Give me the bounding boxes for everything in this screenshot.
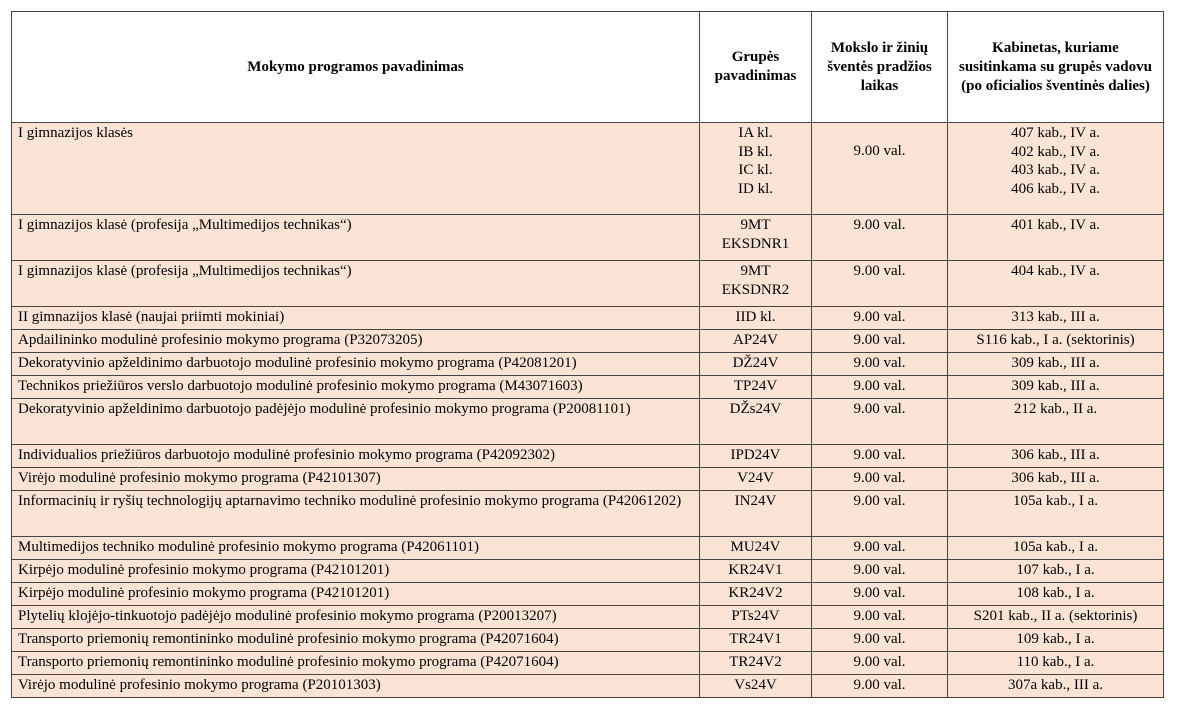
program-name-cell: Kirpėjo modulinė profesinio mokymo programa (P42101201) xyxy=(12,560,700,583)
room-cell xyxy=(948,675,1164,698)
room-cell xyxy=(948,123,1164,215)
group-name-cell xyxy=(700,261,812,307)
room-name: 306 kab., III a. xyxy=(1011,470,1100,486)
room-name: 309 kab., III a. xyxy=(1011,355,1100,371)
start-time-cell: 9.00 val. xyxy=(812,537,948,560)
table-row xyxy=(12,583,1164,606)
group-name: IB kl. xyxy=(738,143,773,160)
group-name: KR24V2 xyxy=(728,585,783,601)
table-row xyxy=(12,307,1164,330)
header-time: Mokslo ir žinių šventės pradžios laikas xyxy=(812,12,948,123)
room-name: 105a kab., I a. xyxy=(1013,493,1098,509)
group-name: TP24V xyxy=(733,378,778,394)
group-name-cell xyxy=(700,445,812,468)
group-name: V24V xyxy=(737,470,774,486)
start-time-cell: 9.00 val. xyxy=(812,123,948,215)
group-name: ID kl. xyxy=(738,180,773,197)
group-name: IN24V xyxy=(734,493,777,509)
group-name-cell xyxy=(700,353,812,376)
room-cell xyxy=(948,606,1164,629)
table-row xyxy=(12,261,1164,307)
group-name-cell xyxy=(700,675,812,698)
room-name: 107 kab., I a. xyxy=(1016,562,1095,578)
program-name-cell: I gimnazijos klasės xyxy=(12,123,700,215)
table-row xyxy=(12,560,1164,583)
group-name: TR24V1 xyxy=(729,631,782,647)
start-time-cell: 9.00 val. xyxy=(812,583,948,606)
room-name: 407 kab., IV a. xyxy=(1011,125,1100,141)
group-name: MU24V xyxy=(730,539,781,555)
room-name: 108 kab., I a. xyxy=(1016,585,1095,601)
group-name: Vs24V xyxy=(734,677,777,693)
start-time-cell: 9.00 val. xyxy=(812,261,948,307)
group-name: IA kl. xyxy=(738,125,773,141)
room-cell xyxy=(948,583,1164,606)
group-name: DŽ24V xyxy=(732,355,779,371)
table-row xyxy=(12,652,1164,675)
start-time-cell: 9.00 val. xyxy=(812,491,948,537)
program-name-cell: Virėjo modulinė profesinio mokymo programa (P42101307) xyxy=(12,468,700,491)
start-time-cell: 9.00 val. xyxy=(812,675,948,698)
table-header xyxy=(12,12,1164,123)
start-time-cell: 9.00 val. xyxy=(812,468,948,491)
program-name-cell: Individualios priežiūros darbuotojo modulinė profesinio mokymo programa (P42092302) xyxy=(12,445,700,468)
start-time-cell: 9.00 val. xyxy=(812,399,948,445)
group-name-cell xyxy=(700,307,812,330)
room-cell xyxy=(948,376,1164,399)
group-name: TR24V2 xyxy=(729,654,782,670)
table-row xyxy=(12,491,1164,537)
table-row xyxy=(12,376,1164,399)
program-name-cell: Virėjo modulinė profesinio mokymo programa (P20101303) xyxy=(12,675,700,698)
header-program: Mokymo programos pavadinimas xyxy=(12,12,700,123)
program-name-cell: Multimedijos techniko modulinė profesinio mokymo programa (P42061101) xyxy=(12,537,700,560)
program-name-cell: Plytelių klojėjo-tinkuotojo padėjėjo modulinė profesinio mokymo programa (P20013207) xyxy=(12,606,700,629)
room-cell xyxy=(948,560,1164,583)
group-name-cell xyxy=(700,606,812,629)
start-time-cell: 9.00 val. xyxy=(812,629,948,652)
room-cell xyxy=(948,468,1164,491)
room-name: 212 kab., II a. xyxy=(1013,401,1098,417)
program-name-cell: Dekoratyvinio apželdinimo darbuotojo padėjėjo modulinė profesinio mokymo programa (P20081101) xyxy=(12,399,700,445)
table-row xyxy=(12,629,1164,652)
room-name: 402 kab., IV a. xyxy=(1011,143,1100,160)
group-name-cell xyxy=(700,629,812,652)
header-group: Grupės pavadinimas xyxy=(700,12,812,123)
table-row xyxy=(12,330,1164,353)
program-name-cell: Technikos priežiūros verslo darbuotojo modulinė profesinio mokymo programa (M43071603) xyxy=(12,376,700,399)
group-name: IC kl. xyxy=(738,162,773,178)
room-name: 403 kab., IV a. xyxy=(1011,162,1100,178)
table-row xyxy=(12,468,1164,491)
start-time-cell: 9.00 val. xyxy=(812,606,948,629)
schedule-table xyxy=(11,11,1164,698)
group-name: DŽs24V xyxy=(729,401,782,417)
room-cell xyxy=(948,399,1164,445)
table-row xyxy=(12,675,1164,698)
program-name-cell: Transporto priemonių remontininko modulinė profesinio mokymo programa (P42071604) xyxy=(12,652,700,675)
room-name: 306 kab., III a. xyxy=(1011,447,1100,463)
program-name-cell: Kirpėjo modulinė profesinio mokymo programa (P42101201) xyxy=(12,583,700,606)
room-cell xyxy=(948,652,1164,675)
room-cell xyxy=(948,537,1164,560)
start-time-cell: 9.00 val. xyxy=(812,330,948,353)
program-name-cell: I gimnazijos klasė (profesija „Multimedijos technikas“) xyxy=(12,261,700,307)
group-name: AP24V xyxy=(732,332,778,348)
group-name: 9MT EKSDNR2 xyxy=(721,263,790,298)
start-time-cell: 9.00 val. xyxy=(812,652,948,675)
group-name-cell xyxy=(700,376,812,399)
program-name-cell: Dekoratyvinio apželdinimo darbuotojo modulinė profesinio mokymo programa (P42081201) xyxy=(12,353,700,376)
room-cell xyxy=(948,307,1164,330)
room-cell xyxy=(948,629,1164,652)
room-name: 309 kab., III a. xyxy=(1011,378,1100,394)
group-name: IPD24V xyxy=(730,447,781,463)
program-name-cell: I gimnazijos klasė (profesija „Multimedijos technikas“) xyxy=(12,215,700,261)
room-name: 109 kab., I a. xyxy=(1016,631,1095,647)
room-name: 105a kab., I a. xyxy=(1013,539,1098,555)
room-name: 401 kab., IV a. xyxy=(1011,217,1100,233)
group-name-cell xyxy=(700,652,812,675)
table-row xyxy=(12,537,1164,560)
room-name: 406 kab., IV a. xyxy=(1011,180,1100,197)
start-time-cell: 9.00 val. xyxy=(812,307,948,330)
group-name: 9MT EKSDNR1 xyxy=(721,217,790,252)
room-cell xyxy=(948,491,1164,537)
start-time-cell: 9.00 val. xyxy=(812,215,948,261)
group-name-cell xyxy=(700,399,812,445)
start-time-cell: 9.00 val. xyxy=(812,376,948,399)
group-name-cell xyxy=(700,123,812,215)
room-name: 313 kab., III a. xyxy=(1011,309,1100,325)
table-row xyxy=(12,123,1164,215)
room-name: 307a kab., III a. xyxy=(1008,677,1103,693)
group-name-cell xyxy=(700,215,812,261)
group-name-cell xyxy=(700,330,812,353)
room-name: S201 kab., II a. (sektorinis) xyxy=(973,608,1138,624)
room-cell xyxy=(948,330,1164,353)
room-cell xyxy=(948,353,1164,376)
program-name-cell: Transporto priemonių remontininko modulinė profesinio mokymo programa (P42071604) xyxy=(12,629,700,652)
group-name-cell xyxy=(700,491,812,537)
room-name: S116 kab., I a. (sektorinis) xyxy=(976,332,1135,348)
group-name: KR24V1 xyxy=(728,562,783,578)
table-row xyxy=(12,215,1164,261)
room-name: 110 kab., I a. xyxy=(1016,654,1095,670)
start-time-cell: 9.00 val. xyxy=(812,353,948,376)
table-row xyxy=(12,353,1164,376)
program-name-cell: Informacinių ir ryšių technologijų aptarnavimo techniko modulinė profesinio mokymo programa (P42061202) xyxy=(12,491,700,537)
room-cell xyxy=(948,215,1164,261)
table-row xyxy=(12,445,1164,468)
room-name: 404 kab., IV a. xyxy=(1011,263,1100,279)
start-time-cell: 9.00 val. xyxy=(812,560,948,583)
table-row xyxy=(12,606,1164,629)
room-cell xyxy=(948,261,1164,307)
start-time-cell: 9.00 val. xyxy=(812,445,948,468)
program-name-cell: Apdailininko modulinė profesinio mokymo programa (P32073205) xyxy=(12,330,700,353)
group-name-cell xyxy=(700,583,812,606)
room-cell xyxy=(948,445,1164,468)
header-row xyxy=(12,12,1164,123)
table-row xyxy=(12,399,1164,445)
header-room: Kabinetas, kuriame susitinkama su grupės vadovu (po oficialios šventinės dalies) xyxy=(948,12,1164,123)
table-body xyxy=(12,123,1164,698)
group-name: PTs24V xyxy=(731,608,780,624)
group-name-cell xyxy=(700,468,812,491)
group-name: IID kl. xyxy=(735,309,776,325)
group-name-cell xyxy=(700,537,812,560)
group-name-cell xyxy=(700,560,812,583)
program-name-cell: II gimnazijos klasė (naujai priimti mokiniai) xyxy=(12,307,700,330)
